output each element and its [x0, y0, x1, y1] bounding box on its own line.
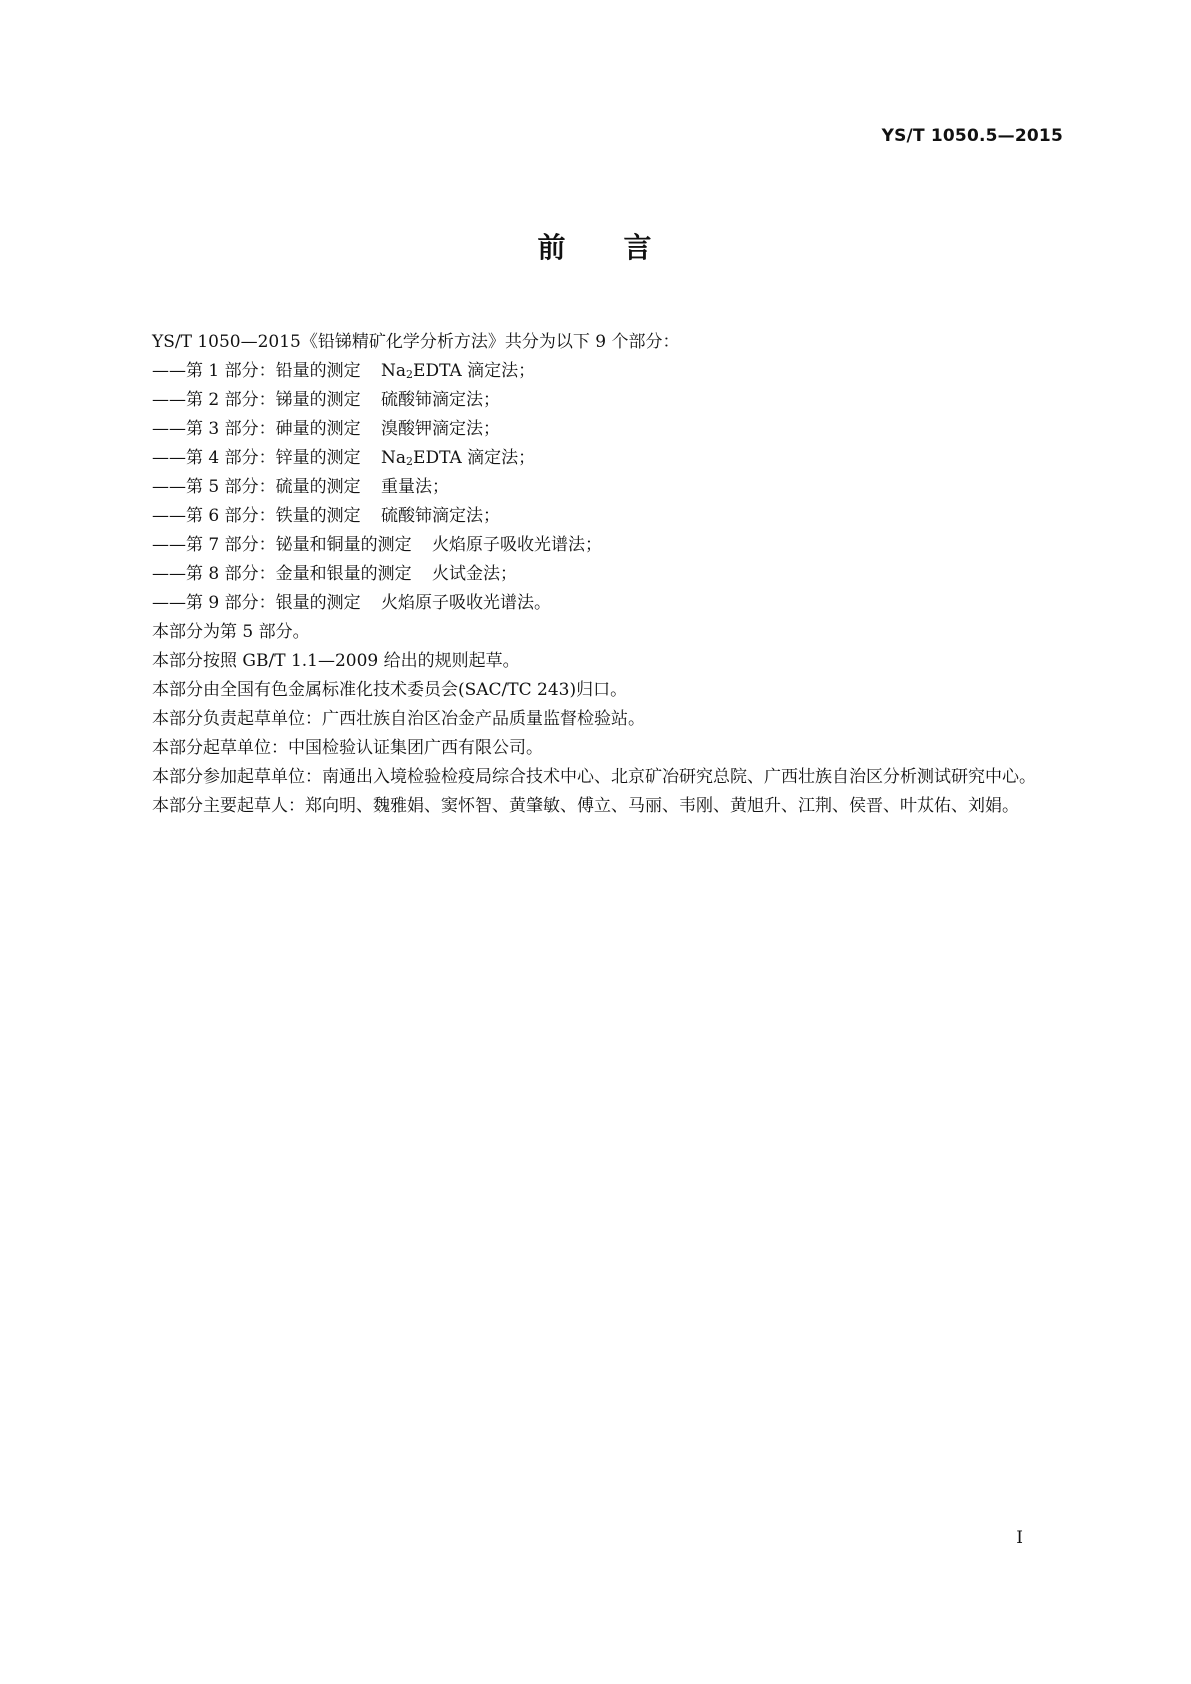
title-char-1: 前: [537, 231, 568, 264]
title-char-2: 言: [623, 231, 654, 264]
list-item: ——第 1 部分：铅量的测定 $Na_2EDTA$ 滴定法；: [152, 361, 536, 381]
page-number: I: [1016, 1528, 1023, 1548]
list-item: ——第 6 部分：铁量的测定 硫酸铈滴定法；: [152, 506, 501, 526]
paragraph-drafters: 本部分主要起草人：郑向明、魏雅娟、窦怀智、黄肇敏、傅立、马丽、韦刚、黄旭升、江荆、侯晋、叶苁佑、刘娟。: [152, 796, 1019, 816]
intro-paragraph: YS/T 1050—2015《铅锑精矿化学分析方法》共分为以下 9 个部分：: [152, 332, 680, 352]
paragraph-drafting-rules: 本部分按照 GB/T 1.1—2009 给出的规则起草。: [152, 651, 520, 671]
paragraph-part-number: 本部分为第 5 部分。: [152, 622, 310, 642]
list-item: ——第 8 部分：金量和银量的测定 火试金法；: [152, 564, 518, 584]
parts-list: [118, 357, 1066, 618]
list-item: ——第 7 部分：铋量和铜量的测定 火焰原子吸收光谱法；: [152, 535, 603, 555]
list-item: ——第 3 部分：砷量的测定 溴酸钾滴定法；: [152, 419, 501, 439]
list-item: ——第 9 部分：银量的测定 火焰原子吸收光谱法。: [152, 593, 552, 613]
paragraph-responsible-unit: 本部分负责起草单位：广西壮族自治区冶金产品质量监督检验站。: [152, 709, 645, 729]
paragraph-participating-units: 本部分参加起草单位：南通出入境检验检疫局综合技术中心、北京矿冶研究总院、广西壮族自治区分析测试研究中心。: [152, 767, 1036, 787]
list-item: ——第 2 部分：锑量的测定 硫酸铈滴定法；: [152, 390, 501, 410]
list-item: ——第 4 部分：锌量的测定 $Na_2EDTA$ 滴定法；: [152, 448, 536, 468]
paragraph-committee: 本部分由全国有色金属标准化技术委员会(SAC/TC 243)归口。: [152, 680, 628, 700]
list-item: ——第 5 部分：硫量的测定 重量法；: [152, 477, 450, 497]
standard-code: YS/T 1050.5—2015: [881, 126, 1063, 146]
foreword-body: [118, 328, 1066, 821]
paragraph-drafting-unit: 本部分起草单位：中国检验认证集团广西有限公司。: [152, 738, 543, 758]
page-title: [0, 226, 1191, 266]
